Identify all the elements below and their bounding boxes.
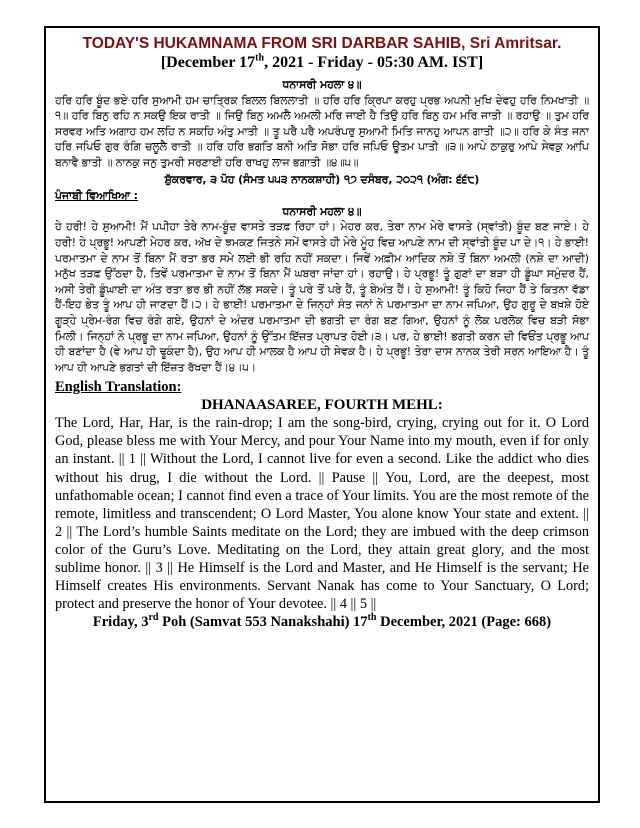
footer-part3: December, 2021 (Page: 668): [376, 614, 552, 631]
gurbani-date-line: ਸ਼ੁੱਕਰਵਾਰ, ੩ ਪੋਹ (ਸੰਮਤ ੫੫੩ ਨਾਨਕਸ਼ਾਹੀ) ੧੭ ਦਸੰਬਰ, ੨੦੨੧ (ਅੰਗ: ੬੬੮): [164, 172, 480, 186]
date-rest: , 2021 - Friday - 05:30 AM. IST]: [264, 54, 484, 71]
punjabi-heading: ਧਨਾਸਰੀ ਮਹਲਾ ੪॥: [282, 204, 362, 218]
date-banner: [55, 53, 589, 73]
footer-date: [55, 613, 589, 631]
date-sup: th: [255, 52, 265, 64]
footer-sup1: rd: [148, 612, 159, 624]
gurbani-text: ਹਰਿ ਹਰਿ ਬੂੰਦ ਭਏ ਹਰਿ ਸੁਆਮੀ ਹਮ ਚਾਤ੍ਰਿਕ ਬਿਲਲ ਬਿਲਲਾਤੀ ॥ ਹਰਿ ਹਰਿ ਕ੍ਰਿਪਾ ਕਰਹੁ ਪ੍ਰਭ ਅਪਨੀ ਮੁਖਿ ਦੇਵਹੁ ਹਰਿ ਨਿਮਖਾਤੀ ॥੧॥ ਹਰਿ ਬਿਨੁ ਰਹਿ ਨ ਸਕਉ ਇਕ ਰਾਤੀ ॥ ਜਿਉ ਬਿਨੁ ਅਮਲੈ ਅਮਲੀ ਮਰਿ ਜਾਈ ਹੈ ਤਿਉ ਹਰਿ ਬਿਨੁ ਹਮ ਮਰਿ ਜਾਤੀ ॥ ਰਹਾਉ ॥ ਤੁਮ ਹਰਿ ਸਰਵਰ ਅਤਿ ਅਗਾਹ ਹਮ ਲਹਿ ਨ ਸਕਹਿ ਅੰਤੁ ਮਾਤੀ ॥ ਤੂ ਪਰੈ ਪਰੈ ਅਪਰੰਪਰੁ ਸੁਆਮੀ ਮਿਤਿ ਜਾਨਹੁ ਆਪਨ ਗਾਤੀ ॥੨॥ ਹਰਿ ਕੇ ਸੰਤ ਜਨਾ ਹਰਿ ਜਪਿਓ ਗੁਰ ਰੰਗਿ ਚਲੂਲੈ ਰਾਤੀ ॥ ਹਰਿ ਹਰਿ ਭਗਤਿ ਬਨੀ ਅਤਿ ਸੋਭਾ ਹਰਿ ਜਪਿਓ ਊਤਮ ਪਾਤੀ ॥੩॥ ਆਪੇ ਠਾਕੁਰੁ ਆਪੇ ਸੇਵਕੁ ਆਪਿ ਬਨਾਵੈ ਭਾਤੀ ॥ ਨਾਨਕੁ ਜਨੁ ਤੁਮਰੀ ਸਰਣਾਈ ਹਰਿ ਰਾਖਹੁ ਲਾਜ ਭਗਾਤੀ ॥੪॥੫॥: [55, 93, 589, 169]
english-label: English Translation:: [55, 379, 182, 396]
date-open: [December 17: [160, 54, 256, 71]
hukamnama-frame: [44, 26, 600, 803]
footer-part1: Friday, 3: [92, 614, 149, 631]
english-text: The Lord, Har, Har, is the rain-drop; I am the song-bird, crying, crying out for it. O Lord God, please bless me with Your Mercy, and pour Your Name into my mouth, even if for only an instant. || 1 || Without the Lord, I cannot live for even a second. Like the addict who dies without his drug, I die without the Lord. || Pause || You, Lord, are the deepest, most unfathomable ocean; I cannot find even a trace of Your limits. You are the most remote of the remote, limitless and transcendent; O Lord Master, You alone know Your state and extent. || 2 || The Lord’s humble Saints meditate on the Lord; they are imbued with the deep crimson color of the Guru’s Love. Meditating on the Lord, they attain great glory, and the most sublime honor. || 3 || He Himself is the Lord and Master, and He Himself is the servant; He Himself creates His environments. Servant Nanak has come to Your Sanctuary, O Lord; protect and preserve the honor of Your devotee. || 4 || 5 ||: [55, 415, 589, 613]
footer-part2: Poh (Samvat 553 Nanakshahi) 17: [158, 614, 368, 631]
page-title: TODAY'S HUKAMNAMA FROM SRI DARBAR SAHIB, Sri Amritsar.: [82, 35, 562, 52]
header: [55, 34, 589, 73]
english-heading: DHANAASAREE, FOURTH MEHL:: [201, 397, 443, 414]
gurbani-heading: ਧਨਾਸਰੀ ਮਹਲਾ ੪॥: [282, 78, 362, 91]
punjabi-label: ਪੰਜਾਬੀ ਵਿਆਖਿਆ :: [55, 189, 138, 203]
punjabi-text: ਹੇ ਹਰੀ! ਹੇ ਸੁਆਮੀ! ਮੈਂ ਪਪੀਹਾ ਤੇਰੇ ਨਾਮ-ਬੂੰਦ ਵਾਸਤੇ ਤੜਫ਼ ਰਿਹਾ ਹਾਂ। ਮੇਹਰ ਕਰ, ਤੇਰਾ ਨਾਮ ਮੇਰੇ ਵਾਸਤੇ (ਸ੍ਵਾਂਤੀ) ਬੂੰਦ ਬਣ ਜਾਏ। ਹੇ ਹਰੀ! ਹੇ ਪ੍ਰਭੂ! ਆਪਣੀ ਮੇਹਰ ਕਰ, ਅੱਖ ਦੇ ਝਮਕਣ ਜਿਤਨੇ ਸਮੇਂ ਵਾਸਤੇ ਹੀ ਮੇਰੇ ਮੂੰਹ ਵਿਚ ਆਪਣੇ ਨਾਮ ਦੀ ਸ੍ਵਾਂਤੀ ਬੂੰਦ ਪਾ ਦੇ।੧। ਹੇ ਭਾਈ! ਪਰਮਾਤਮਾ ਦੇ ਨਾਮ ਤੋਂ ਬਿਨਾ ਮੈਂ ਰਤਾ ਭਰ ਸਮੇ ਲਈ ਭੀ ਰਹਿ ਨਹੀਂ ਸਕਦਾ। ਜਿਵੇਂ ਅਫ਼ੀਮ ਆਦਿਕ ਨਸ਼ੇ ਤੋਂ ਬਿਨਾ ਅਮਲੀ (ਨਸ਼ੇ ਦਾ ਆਦੀ) ਮਨੁੱਖ ਤੜਫ਼ ਉੱਠਦਾ ਹੈ, ਤਿਵੇਂ ਪਰਮਾਤਮਾ ਦੇ ਨਾਮ ਤੋਂ ਬਿਨਾ ਮੈਂ ਘਬਰਾ ਜਾਂਦਾ ਹਾਂ। ਰਹਾਉ। ਹੇ ਪ੍ਰਭੂ! ਤੂੰ ਗੁਣਾਂ ਦਾ ਬੜਾ ਹੀ ਡੂੰਘਾ ਸਮੁੰਦਰ ਹੈਂ, ਅਸੀ ਤੇਰੀ ਡੂੰਘਾਈ ਦਾ ਅੰਤ ਰਤਾ ਭਰ ਭੀ ਨਹੀਂ ਲੱਭ ਸਕਦੇ। ਤੂੰ ਪਰੇ ਤੋਂ ਪਰੇ ਹੈਂ, ਤੂੰ ਬੇਅੰਤ ਹੈਂ। ਹੇ ਸੁਆਮੀ! ਤੂੰ ਕਿਹੋ ਜਿਹਾ ਹੈਂ ਤੇ ਕਿਤਨਾ ਵੱਡਾ ਹੈਂ-ਇਹ ਭੇਤ ਤੂੰ ਆਪ ਹੀ ਜਾਣਦਾ ਹੈਂ।੨। ਹੇ ਭਾਈ! ਪਰਮਾਤਮਾ ਦੇ ਜਿਨ੍ਹਾਂ ਸੰਤ ਜਨਾਂ ਨੇ ਪਰਮਾਤਮਾ ਦਾ ਨਾਮ ਜਪਿਆ, ਉਹ ਗੁਰੂ ਦੇ ਬਖ਼ਸ਼ੇ ਹੋਏ ਗੂੜ੍ਹੇ ਪ੍ਰੇਮ-ਰੰਗ ਵਿਚ ਰੰਗੇ ਗਏ, ਉਹਨਾਂ ਦੇ ਅੰਦਰ ਪਰਮਾਤਮਾ ਦੀ ਭਗਤੀ ਦਾ ਰੰਗ ਬਣ ਗਿਆ, ਉਹਨਾਂ ਨੂੰ ਲੋਕ ਪਰਲੋਕ ਵਿਚ ਬੜੀ ਸੋਭਾ ਮਿਲੀ। ਜਿਨ੍ਹਾਂ ਨੇ ਪ੍ਰਭੂ ਦਾ ਨਾਮ ਜਪਿਆ, ਉਹਨਾਂ ਨੂੰ ਉੱਤਮ ਇੱਜ਼ਤ ਪ੍ਰਾਪਤ ਹੋਈ।੩। ਪਰ, ਹੇ ਭਾਈ! ਭਗਤੀ ਕਰਨ ਦੀ ਵਿਓਂਤ ਪ੍ਰਭੂ ਆਪ ਹੀ ਬਣਾਂਦਾ ਹੈ (ਵੇ ਆਪ ਹੀ ਢੂਕੰਦਾ ਹੈ), ਉਹ ਆਪ ਹੀ ਮਾਲਕ ਹੈ ਆਪ ਹੀ ਸੇਵਕ ਹੈ। ਹੇ ਪ੍ਰਭੂ! ਤੇਰਾ ਦਾਸ ਨਾਨਕ ਤੇਰੀ ਸਰਨ ਆਇਆ ਹੈ। ਤੂੰ ਆਪ ਹੀ ਆਪਣੇ ਭਗਤਾਂ ਦੀ ਇੱਜ਼ਤ ਰੱਖਦਾ ਹੈਂ।੪।੫।: [55, 220, 589, 374]
footer-sup2: th: [367, 612, 377, 624]
